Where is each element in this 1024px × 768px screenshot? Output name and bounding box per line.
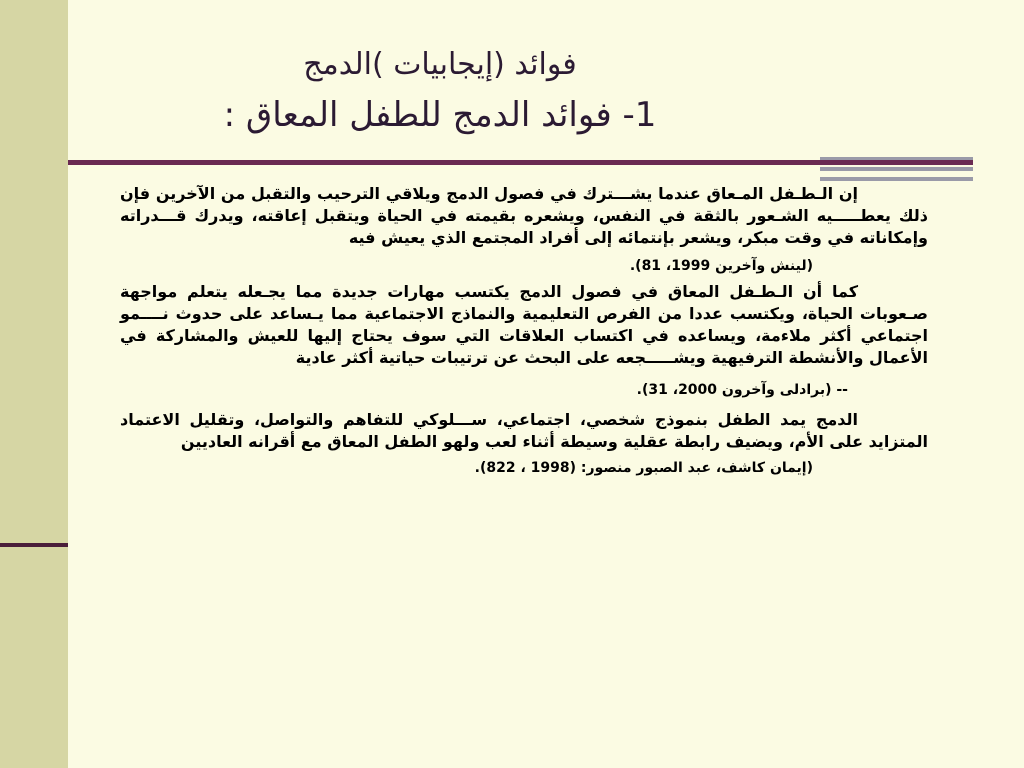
citation-3: (إيمان كاشف، عبد الصبور منصور: (1998 ، 822).	[474, 460, 813, 476]
slide-title	[90, 40, 790, 140]
slide-body	[120, 183, 928, 479]
left-strip-accent-bar	[0, 543, 68, 547]
citation-1: (لينش وآخرين 1999، 81).	[629, 258, 813, 274]
paragraph-2: كما أن الـطـفل المعاق في فصول الدمج يكتسب مهارات جديدة مما يجـعله يتعلم مواجهة صـعوبات الحياة، ويكتسب عددا من الفرص التعليمية والنماذج الاجتماعية مما يـساعد على حدوث نــــمو اجتماعي أكثر ملاءمة، ويساعده في اكتساب العلاقات التي سوف يحتاج إليها للعيش والمشاركة في الأعمال والأنشطة الترفيهية ويشـــــجعه على البحث عن ترتيبات حياتية أكثر عادية	[120, 282, 928, 367]
title-line-1: فوائد (إيجابيات )الدمج	[303, 47, 577, 82]
paragraph-3: الدمج يمد الطفل بنموذج شخصي، اجتماعي، ســـلوكي للتفاهم والتواصل، وتقليل الاعتماد المتزايد على الأم، ويضيف رابطة عقلية وسيطة أثناء لعب ولهو الطفل المعاق مع أقرانه العاديين	[120, 410, 928, 451]
title-line-2: 1- فوائد الدمج للطفل المعاق :	[223, 95, 657, 135]
left-decorative-strip	[0, 0, 68, 768]
paragraph-1: إن الـطـفل المـعاق عندما يشـــترك في فصول الدمج ويلاقي الترحيب والتقبل من الآخرين فإن ذلك يعطـــــيه الشـعور بالثقة في النفس، ويشعره بقيمته في الحياة ويتقبل إعاقته، ويدرك قـــدراته وإمكاناته في وقت مبكر، ويشعر بإنتمائه إلى أفراد المجتمع الذي يعيش فيه	[120, 184, 928, 247]
title-rule	[68, 160, 973, 165]
citation-2: -- (برادلى وآخرون 2000، 31).	[636, 382, 848, 398]
